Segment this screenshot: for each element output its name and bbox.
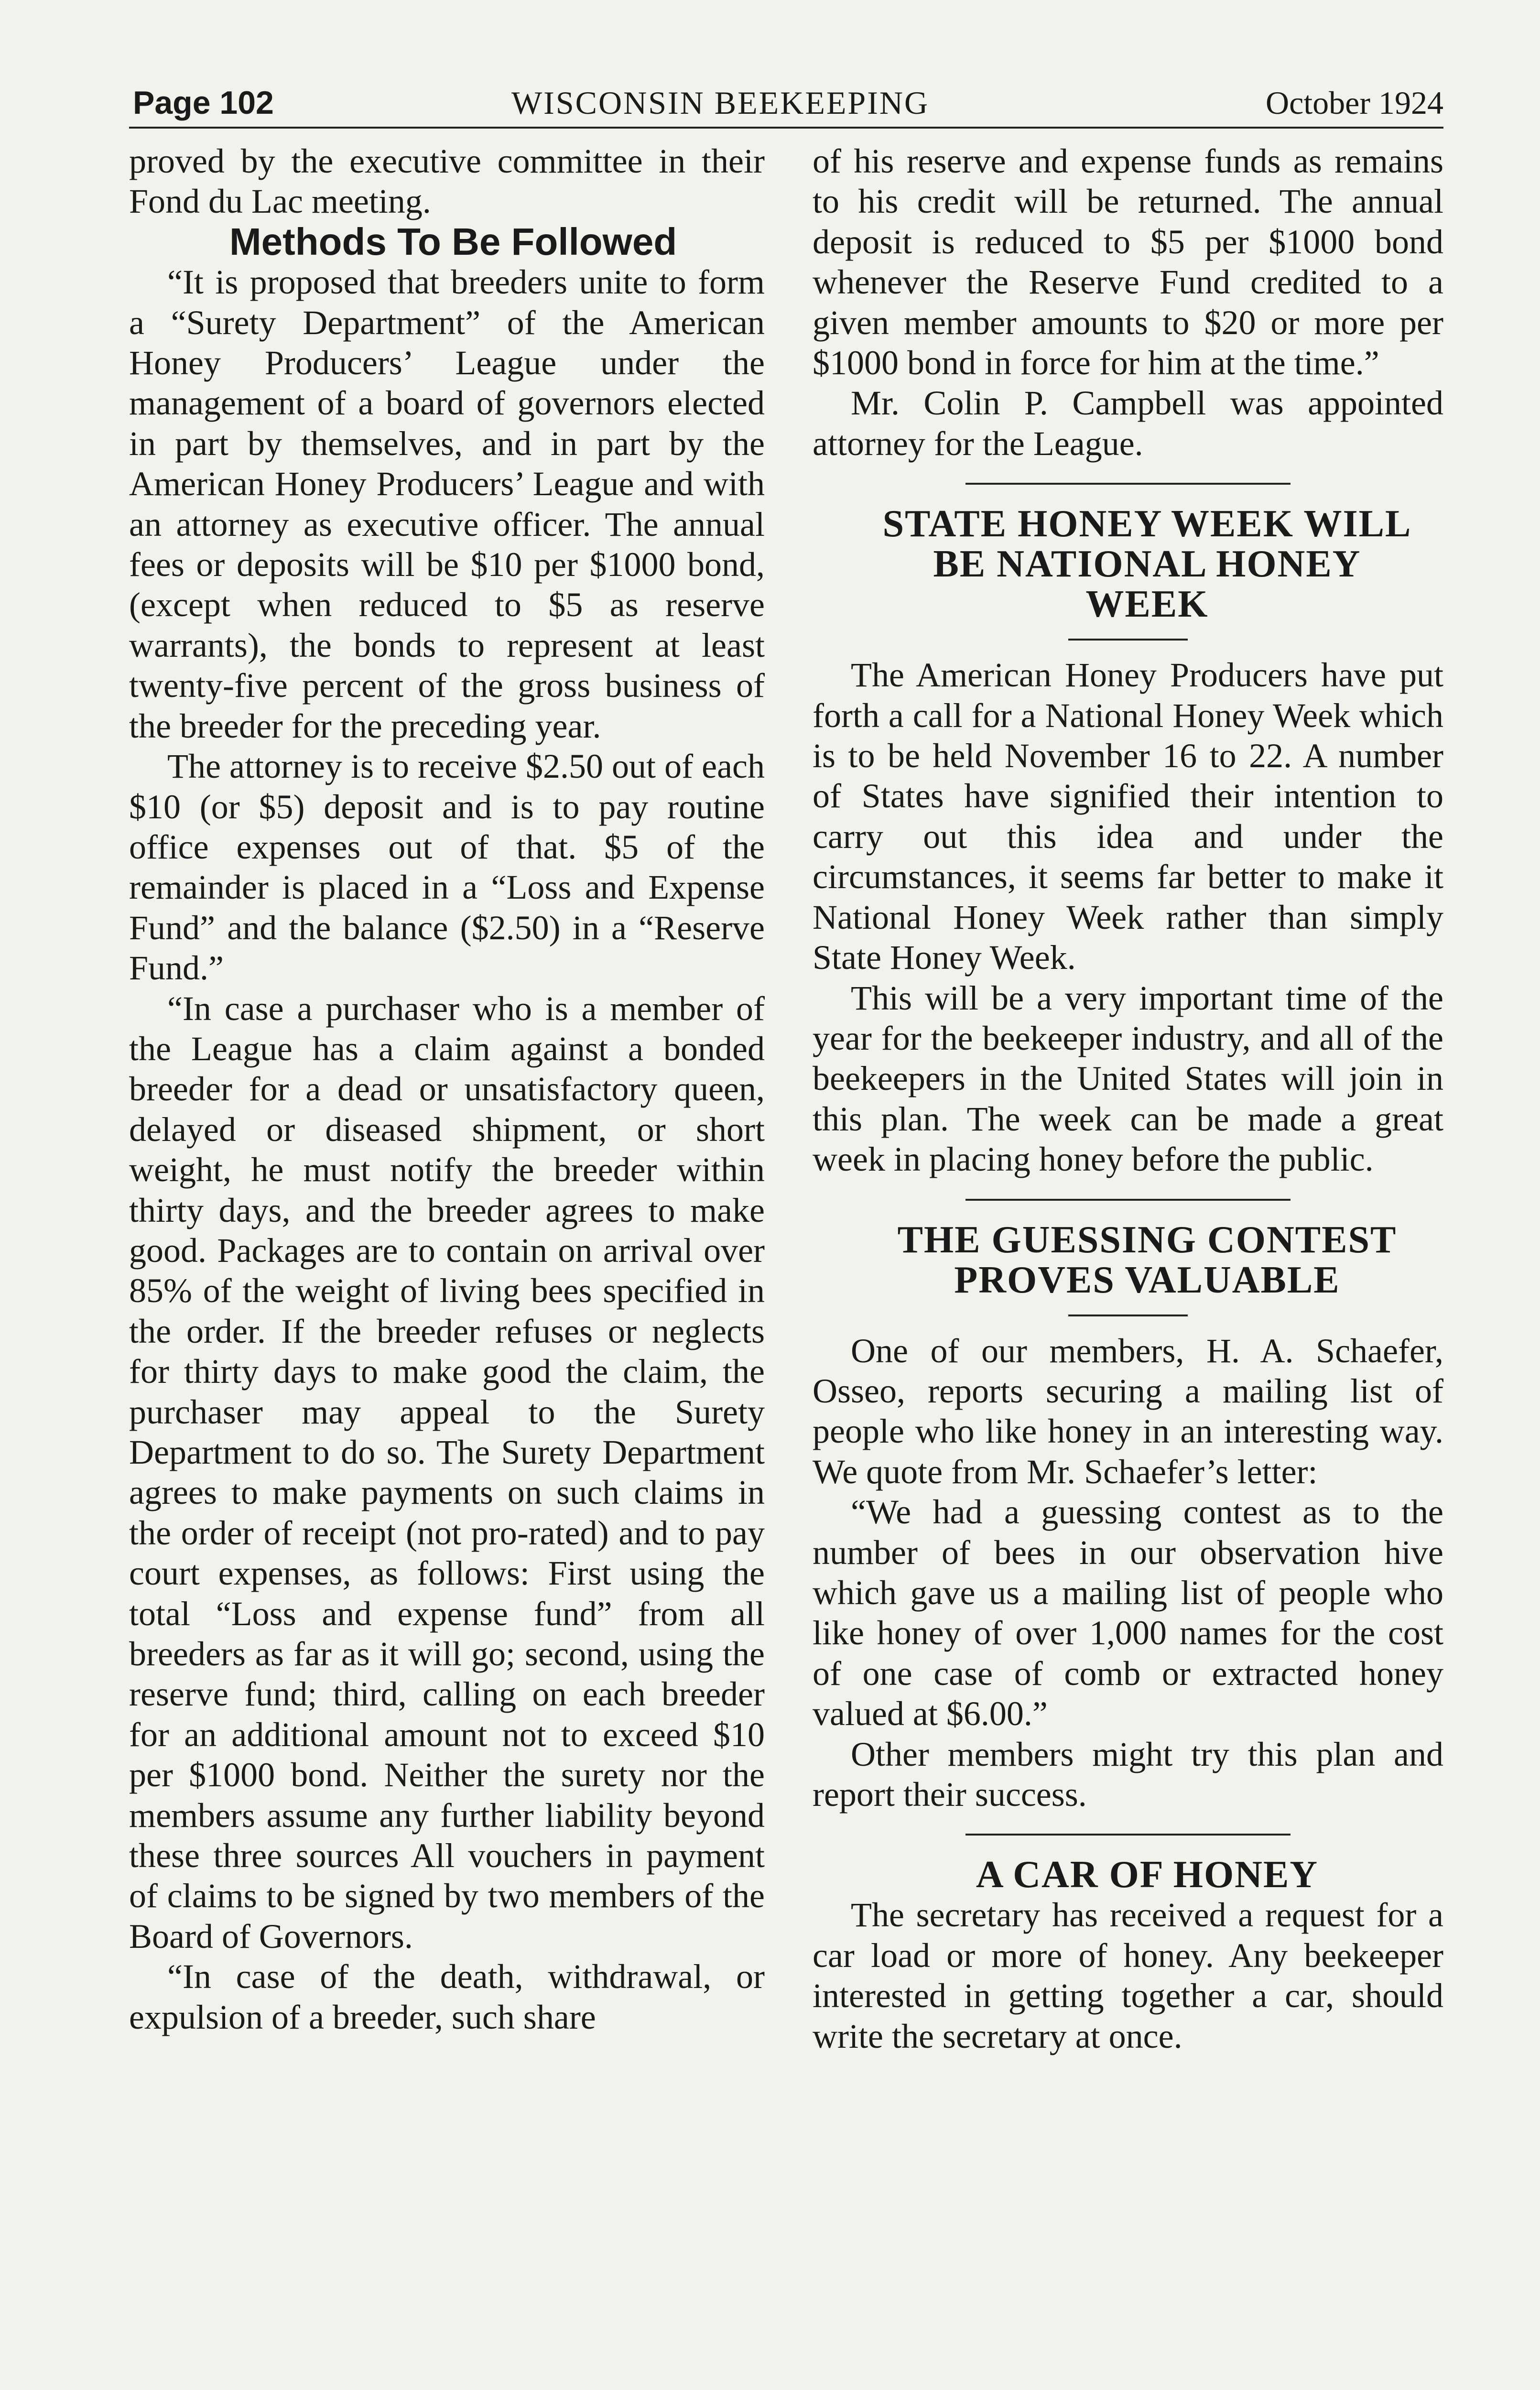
article-guessing-contest bbox=[813, 1220, 1443, 1815]
right-column bbox=[813, 141, 1443, 2056]
paragraph: This will be a very important time of the year for the beekeeper industry, and all of the beekeepers in the United States will join in this plan. The week can be made a great week in placing honey before the public. bbox=[813, 978, 1443, 1179]
issue-date: October 1924 bbox=[1265, 85, 1443, 121]
paragraph: The secretary has received a request for a car load or more of honey. Any beekeeper interested in getting together a car, should write the secretary at once. bbox=[813, 1896, 1443, 2055]
paragraph: “We had a guessing contest as to the number of bees in our observation hive which gave us a mailing list of people who like honey of over 1,000 names for the cost of one case of comb or extracted honey valued at $6.00.” bbox=[813, 1493, 1443, 1733]
paragraph-claims: “In case a purchaser who is a member of the League has a claim against a bonded breeder for a dead or unsatisfactory queen, delayed or diseased shipment, or short weight, he must notify the breeder within thirty days, and the breeder agrees to make good. Packages are to contain on arrival over 85% of the weight of living bees specified in the order. If the breeder refuses or neglects for thirty days to make good the claim, the purchaser may appeal to the Surety Department to do so. The Surety Department agrees to make payments on such claims in the order of receipt (not pro-rated) and to pay court expenses, as follows: First using the total “Loss and expense fund” from all breeders as far as it will go; second, using the reserve fund; third, calling on each breeder for an additional amount not to exceed $10 per $1000 bond. Neither the surety nor the members assume any further liability beyond these three sources All vouchers in payment of claims to be signed by two members of the Board of Governors. bbox=[129, 989, 765, 1955]
section-rule bbox=[965, 1834, 1291, 1836]
headline-rule bbox=[1068, 1314, 1188, 1316]
magazine-page bbox=[129, 79, 1443, 2390]
paragraph-death-withdrawal: “In case of the death, withdrawal, or expulsion of a breeder, such share bbox=[129, 1957, 765, 2036]
section-rule bbox=[965, 483, 1291, 485]
headline-line: BE NATIONAL HONEY bbox=[933, 543, 1361, 586]
subhead-methods: Methods To Be Followed bbox=[229, 220, 677, 263]
article-honey-week bbox=[813, 504, 1443, 1179]
paragraph-attorney-fees: The attorney is to receive $2.50 out of each $10 (or $5) deposit and is to pay routine office expenses out of that. $5 of the remainder is placed in a “Loss and Expense Fund” and the balance ($2.50) in a “Reserve Fund.” bbox=[129, 747, 765, 988]
section-rule bbox=[965, 1199, 1291, 1201]
paragraph: One of our members, H. A. Schaefer, Osseo, reports securing a mailing list of people who like honey in an interesting way. We quote from Mr. Schaefer’s letter: bbox=[813, 1331, 1443, 1491]
headline-line: STATE HONEY WEEK WILL bbox=[882, 503, 1412, 545]
paragraph-surety-department: “It is proposed that breeders unite to form a “Surety Department” of the American Honey Producers’ League under the management of a board of governors elected in part by themselves, and in part by the American Honey Producers’ League and with an attorney as executive officer. The annual fees or deposits will be $10 per $1000 bond, (except when reduced to $5 as reserve warrants), the bonds to represent at least twenty-five percent of the gross business of the breeder for the preceding year. bbox=[129, 263, 765, 745]
header-rule bbox=[129, 127, 1443, 129]
paragraph-attorney-appointed: Mr. Colin P. Campbell was appointed attorney for the League. bbox=[813, 384, 1443, 463]
headline-line: A CAR OF HONEY bbox=[976, 1854, 1319, 1896]
continued-paragraph: proved by the executive committee in their Fond du Lac meeting. bbox=[129, 142, 765, 221]
paragraph: Other members might try this plan and report their success. bbox=[813, 1735, 1443, 1814]
page-number: Page 102 bbox=[133, 85, 274, 121]
continued-paragraph-right: of his reserve and expense funds as remains to his credit will be returned. The annual deposit is reduced to $5 per $1000 bond whenever the Reserve Fund credited to a given member amounts to $20 or more per $1000 bond in force for him at the time.” bbox=[813, 142, 1443, 382]
article-car-of-honey bbox=[813, 1855, 1443, 2056]
headline-line: PROVES VALUABLE bbox=[954, 1259, 1340, 1301]
headline-rule bbox=[1068, 639, 1188, 641]
headline-line: THE GUESSING CONTEST bbox=[897, 1218, 1397, 1261]
left-column bbox=[129, 141, 765, 2037]
paragraph: The American Honey Producers have put forth a call for a National Honey Week which is to be held November 16 to 22. A number of States have signified their intention to carry out this idea and under the circumstances, it seems far better to make it National Honey Week rather than simply State Honey Week. bbox=[813, 656, 1443, 977]
page-header bbox=[129, 79, 1443, 127]
headline-line: WEEK bbox=[1085, 583, 1209, 626]
publication-title: WISCONSIN BEEKEEPING bbox=[511, 85, 930, 121]
